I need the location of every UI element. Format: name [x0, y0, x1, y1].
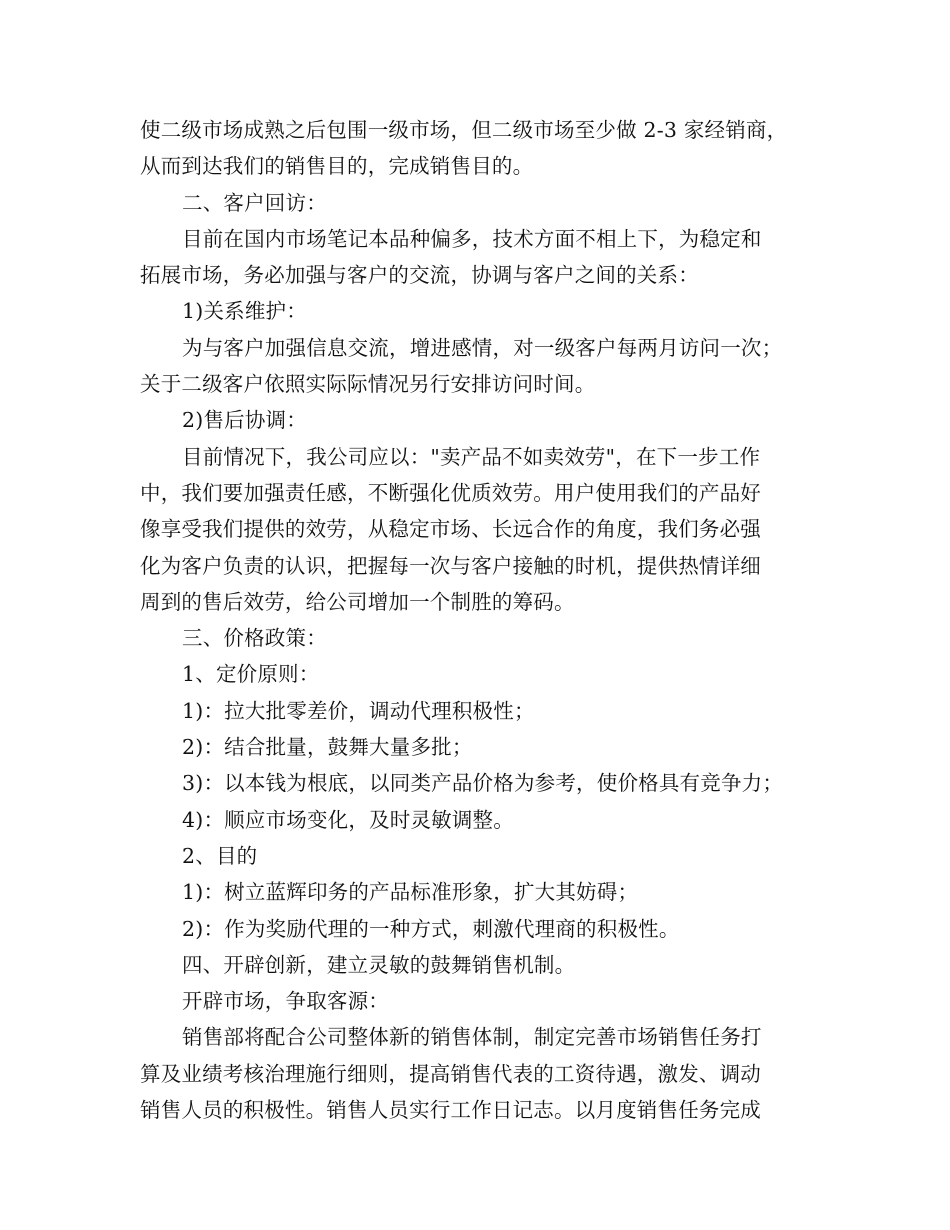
text-line: 二、客户回访：: [182, 190, 327, 215]
text-line: 目前在国内市场笔记本品种偏多，技术方面不相上下，为稳定和: [182, 226, 762, 251]
text-line: 目前情况下，我公司应以："卖产品不如卖效劳"，在下一步工作: [182, 444, 761, 469]
text-line: 算及业绩考核治理施行细则，提高销售代表的工资待遇，激发、调动: [140, 1061, 761, 1086]
text-line: 2)：结合批量，鼓舞大量多批；: [182, 735, 473, 760]
text-line: 1)：树立蓝辉印务的产品标准形象，扩大其妨碍；: [182, 880, 639, 905]
text-line: 2、目的: [182, 843, 258, 868]
text-line: 1)关系维护：: [182, 299, 307, 324]
text-line: 拓展市场，务必加强与客户的交流，协调与客户之间的关系：: [140, 263, 699, 288]
text-line: 销售部将配合公司整体新的销售体制，制定完善市场销售任务打: [182, 1025, 762, 1050]
text-line: 使二级市场成熟之后包围一级市场，但二级市场至少做 2-3 家经销商，: [140, 118, 788, 142]
text-line: 开辟市场，争取客源：: [182, 989, 389, 1014]
text-line: 三、价格政策：: [182, 626, 327, 651]
text-line: 四、开辟创新，建立灵敏的鼓舞销售机制。: [182, 952, 576, 977]
text-line: 2)：作为奖励代理的一种方式，刺激代理商的积极性。: [182, 916, 680, 941]
text-line: 像享受我们提供的效劳，从稳定市场、长远合作的角度，我们务必强: [140, 517, 761, 542]
text-line: 1)：拉大批零差价，调动代理积极性；: [182, 698, 535, 723]
text-line: 销售人员的积极性。销售人员实行工作日记志。以月度销售任务完成: [140, 1098, 761, 1123]
text-line: 1、定价原则：: [182, 662, 320, 687]
text-line: 中，我们要加强责任感，不断强化优质效劳。用户使用我们的产品好: [140, 480, 761, 505]
text-line: 从而到达我们的销售目的，完成销售目的。: [140, 154, 534, 179]
text-line: 3)：以本钱为根底，以同类产品价格为参考，使价格具有竞争力；: [182, 771, 784, 796]
text-line: 周到的售后效劳，给公司增加一个制胜的筹码。: [140, 589, 575, 614]
text-line: 化为客户负责的认识，把握每一次与客户接触的时机，提供热情详细: [140, 553, 761, 578]
text-line: 4)：顺应市场变化，及时灵敏调整。: [182, 807, 514, 832]
text-line: 2)售后协调：: [182, 408, 307, 433]
text-line: 为与客户加强信息交流，增进感情，对一级客户每两月访问一次；: [182, 335, 783, 360]
document-body: [140, 112, 840, 1128]
text-line: 关于二级客户依照实际际情况另行安排访问时间。: [140, 372, 596, 397]
